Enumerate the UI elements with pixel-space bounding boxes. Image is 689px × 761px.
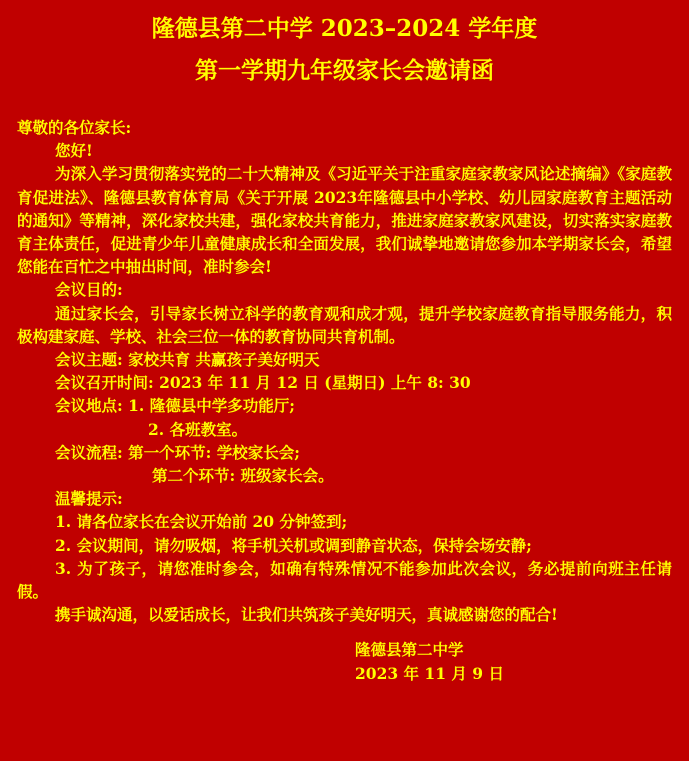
- title-line-1: 隆德县第二中学 2023–2024 学年度: [151, 15, 538, 42]
- tip-3: 3. 为了孩子，请您准时参会，如确有特殊情况不能参加此次会议，务必提前向班主任请假。: [17, 558, 672, 602]
- letter-body: [17, 116, 672, 685]
- signature-org: 隆德县第二中学: [355, 640, 464, 660]
- purpose-text: 通过家长会，引导家长树立科学的教育观和成才观，提升学校家庭教育指导服务能力，积极构建家庭、学校、社会三位一体的教育协同共育机制。: [17, 303, 672, 346]
- meeting-location-1: 会议地点: 1. 隆德县中学多功能厅;: [55, 396, 295, 416]
- purpose-label: 会议目的:: [55, 280, 123, 300]
- salutation: 尊敬的各位家长:: [17, 118, 132, 137]
- title-line-2: 第一学期九年级家长会邀请函: [195, 57, 494, 84]
- meeting-theme: 会议主题: 家校共育 共赢孩子美好明天: [55, 350, 320, 370]
- meeting-time: 会议召开时间: 2023 年 11 月 12 日 (星期日) 上午 8: 30: [55, 373, 471, 393]
- meeting-process-1: 会议流程: 第一个环节: 学校家长会;: [55, 442, 300, 462]
- intro-paragraph: [17, 162, 672, 278]
- purpose-paragraph: [17, 302, 672, 348]
- greeting: 您好!: [55, 141, 93, 161]
- meeting-location-2: 2. 各班教室。: [148, 419, 248, 439]
- tip-2: 2. 会议期间，请勿吸烟，将手机关机或调到静音状态，保持会场安静;: [55, 535, 532, 555]
- signature-date: 2023 年 11 月 9 日: [355, 663, 504, 683]
- intro-text: 为深入学习贯彻落实党的二十大精神及《习近平关于注重家庭家教家风论述摘编》《家庭教育促进法》、隆德县教育体育局《关于开展 2023年隆德县中小学校、幼儿园家庭教育主题活动的通知》等精神，深化家校共建，强化家校共育能力，推进家庭家教家风建设，切实落实家庭教育主体责任，促进青少年儿童健康成长和全面发展，我们诚挚地邀请您参加本学期家长会，希望您能在百忙之中抽出时间，准时参会!: [17, 164, 672, 277]
- closing-line: 携手诚沟通，以爱话成长，让我们共筑孩子美好明天，真诚感谢您的配合!: [55, 605, 558, 625]
- tips-label: 温馨提示:: [55, 489, 123, 509]
- meeting-process-2: 第二个环节: 班级家长会。: [152, 466, 334, 486]
- tip-3-paragraph: [17, 557, 672, 603]
- tip-1: 1. 请各位家长在会议开始前 20 分钟签到;: [55, 512, 348, 532]
